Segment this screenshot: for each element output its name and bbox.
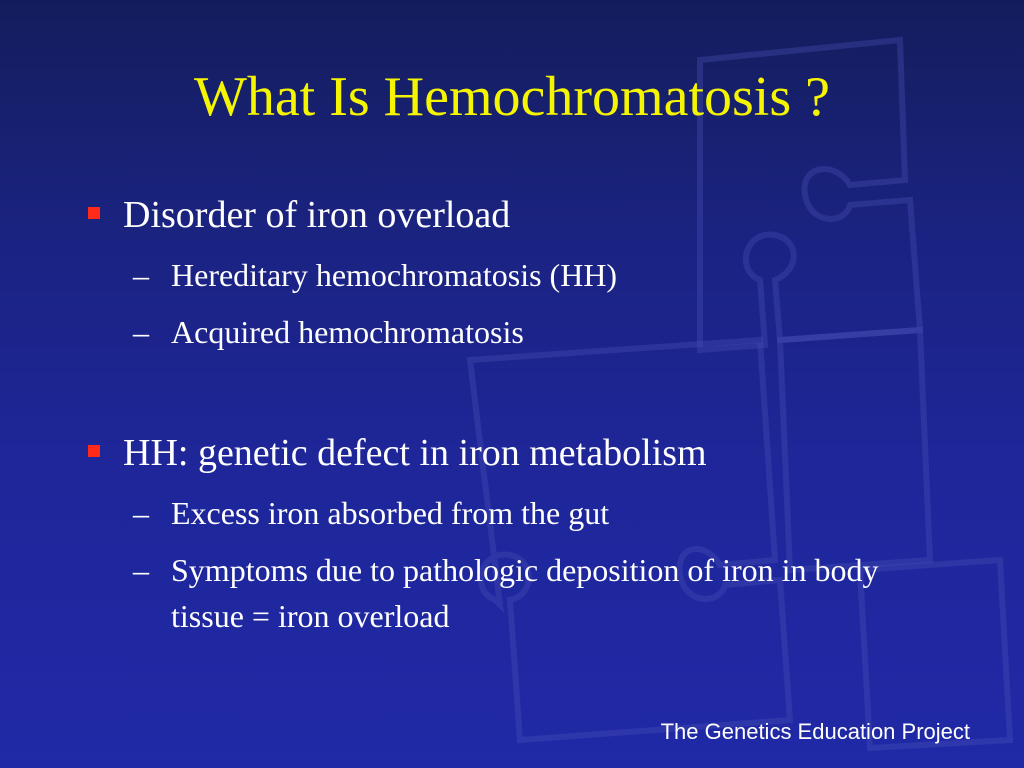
dash-marker: – <box>133 552 149 588</box>
sub-bullet-item <box>133 490 951 536</box>
footer-credit: The Genetics Education Project <box>660 719 970 744</box>
bullet-text: Disorder of iron overload <box>123 194 511 236</box>
sub-bullet-item <box>133 252 951 298</box>
sub-bullet-text: Acquired hemochromatosis <box>171 314 524 350</box>
sub-bullet-text: Hereditary hemochromatosis (HH) <box>171 257 618 293</box>
slide-title: What Is Hemochromatosis ? <box>193 66 831 128</box>
dash-marker: – <box>133 314 149 350</box>
sub-bullet-item <box>133 547 951 639</box>
sub-bullet-item <box>133 309 951 355</box>
bullet-text: HH: genetic defect in iron metabolism <box>123 432 707 474</box>
dash-marker: – <box>133 495 149 531</box>
bullet-item <box>88 193 510 237</box>
sub-bullet-text: Symptoms due to pathologic deposition of iron in body tissue = iron overload <box>171 552 879 634</box>
bullet-square-icon <box>88 207 100 219</box>
dash-marker: – <box>133 257 149 293</box>
bullet-item <box>88 431 707 475</box>
sub-bullet-text: Excess iron absorbed from the gut <box>171 495 610 531</box>
bullet-square-icon <box>88 445 100 457</box>
